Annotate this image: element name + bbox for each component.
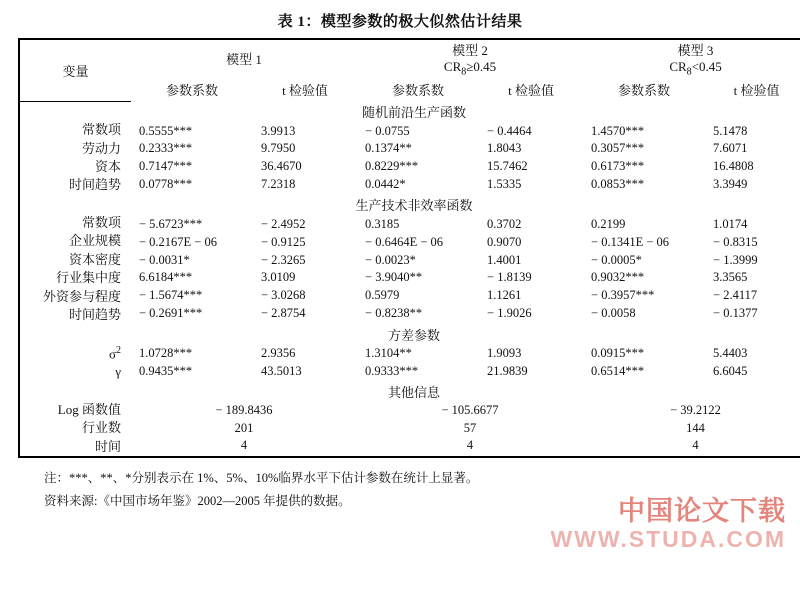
cell-value: 6.6184*** [139,270,193,285]
cell-value: 4 [692,438,699,453]
cell-value: 0.0915*** [591,345,645,360]
cell-value: − 0.2691*** [139,305,203,320]
header-model-3-name: 模型 3 [677,43,714,58]
section-body-other [19,401,800,457]
cell-value: − 0.3957*** [591,288,655,303]
section-3-labels [19,344,131,382]
cell-value: − 189.8436 [215,402,273,417]
cell-value: 5.1478 [713,123,748,138]
section-2-col-coef-1 [131,214,253,325]
header-col-coef-1: 参数系数 [165,83,218,99]
cell-value: 0.2333*** [139,141,193,156]
cell-value: 0.9333*** [365,363,419,378]
cell-value: 0.0442* [365,176,406,191]
cell-value: 57 [463,420,477,435]
header-variable: 变量 [19,39,131,102]
cell-value: − 1.8139 [487,270,532,285]
cell-value: 3.3949 [713,176,748,191]
section-3-col-t-2 [479,344,583,382]
row-label: 行业数 [81,420,121,436]
cell-value: 0.5555*** [139,123,193,138]
cell-value: 0.9070 [487,234,522,249]
cell-value: − 0.6464E − 06 [365,234,444,249]
cell-value: − 2.8754 [261,305,306,320]
header-model-3 [583,39,800,78]
table-title: 表 1：模型参数的极大似然估计结果 [277,14,523,30]
cell-value: − 0.0058 [591,305,636,320]
cell-value: 43.5013 [261,363,302,378]
section-title-3: 方差参数 [388,327,441,343]
row-label: 企业规模 [68,233,121,249]
cell-value: 2.9356 [261,345,296,360]
cell-value: − 0.8315 [713,234,758,249]
cell-value: 0.9435*** [139,363,193,378]
section-2-col-coef-3 [583,214,705,325]
cell-value: − 39.2122 [670,402,721,417]
cell-value: 201 [234,420,254,435]
cell-value: − 2.4952 [261,217,306,232]
section-1-col-coef-2 [357,121,479,195]
row-label: 劳动力 [81,140,121,156]
cell-value: 16.4808 [713,159,754,173]
section-1-col-coef-3 [583,121,705,195]
cell-value: 0.8229*** [365,159,419,173]
cell-value: 0.5979 [365,288,400,303]
cell-value: 5.4403 [713,345,748,360]
cell-value: − 0.4464 [487,123,532,138]
cell-value: − 2.3265 [261,252,306,267]
cell-value: 36.4670 [261,159,302,173]
header-col-t-3: t 检验值 [733,83,780,99]
row-label: 时间 [94,438,121,454]
cell-value: 1.4001 [487,252,522,267]
cell-value: − 1.5674*** [139,288,203,303]
row-label: 行业集中度 [55,270,121,286]
cell-value: 9.7950 [261,141,296,156]
cell-value: 0.1374** [365,141,412,156]
cell-value: 0.3702 [487,217,522,232]
section-body-2 [19,214,800,325]
cell-value: 3.3565 [713,270,748,285]
section-1-col-t-2 [479,121,583,195]
cell-value: 1.0728*** [139,345,193,360]
cell-value: 0.2199 [591,217,626,232]
cell-value: − 0.1341E − 06 [591,234,670,249]
section-1-col-t-3 [705,121,800,195]
section-3-col-coef-3 [583,344,705,382]
section-2-col-t-1 [253,214,357,325]
header-model-1-name: 模型 1 [226,52,262,68]
header-model-1 [131,39,357,78]
cell-value: − 0.0023* [365,252,416,267]
header-model-2-name: 模型 2 [452,43,488,58]
cell-value: − 0.0005* [591,252,642,267]
header-col-coef-2: 参数系数 [392,83,445,99]
section-title-1: 随机前沿生产函数 [362,105,467,121]
row-label-sigma2: $\sigma^2$ [108,344,121,361]
section-title-row-3 [19,325,800,344]
cell-value: 0.6514*** [591,363,645,378]
other-values-model-3 [583,401,800,457]
cell-value: 3.9913 [261,123,296,138]
section-2-labels [19,214,131,325]
section-1-labels [19,121,131,195]
header-col-coef-3: 参数系数 [618,83,671,99]
cell-value: 0.9032*** [591,270,645,285]
cell-value: 1.8043 [487,141,522,156]
row-label: 时间趋势 [68,307,121,323]
cell-value: − 0.2167E − 06 [139,234,217,249]
table-notes [18,467,782,513]
cell-value: − 3.0268 [261,288,306,303]
section-title-row-other [19,382,800,401]
section-3-col-t-3 [705,344,800,382]
cell-value: − 5.6723*** [139,217,203,232]
cell-value: − 3.9040** [365,270,423,285]
cell-value: 0.3057*** [591,141,645,156]
section-2-col-coef-2 [357,214,479,325]
row-label-gamma: γ [115,364,121,380]
cell-value: − 1.3999 [713,252,758,267]
watermark-line-2: WWW.STUDA.COM [550,525,786,552]
cell-value: 1.9093 [487,345,522,360]
cell-value: 21.9839 [487,363,528,378]
cell-value: 3.0109 [261,270,296,285]
cell-value: 144 [686,420,705,435]
note-source: 资料来源:《中国市场年鉴》2002—2005 年提供的数据。 [44,494,351,509]
section-1-col-t-1 [253,121,357,195]
section-title-row-1 [19,102,800,122]
watermark-line-1: 中国论文下载 [618,495,786,526]
section-3-col-coef-1 [131,344,253,382]
cell-value: 7.2318 [261,176,296,191]
cell-value: 1.0174 [713,217,748,232]
cell-value: 0.7147*** [139,159,193,173]
cell-value: 1.4570*** [591,123,645,138]
section-title-row-2 [19,195,800,214]
cell-value: 0.0778*** [139,176,193,191]
section-title-other: 其他信息 [388,384,441,400]
header-model-2 [357,39,583,78]
row-label: 常数项 [81,122,121,138]
other-values-model-1 [131,401,357,457]
cell-value: 6.6045 [713,363,748,378]
row-label: Log 函数值 [57,401,121,417]
cell-value: 4 [240,438,248,453]
cell-value: 4 [466,438,474,453]
note-significance: 注：***、**、*分别表示在 1%、5%、10%临界水平下估计参数在统计上显著。 [44,471,479,486]
other-labels [19,401,131,457]
cell-value: 1.5335 [487,176,522,191]
section-2-col-t-3 [705,214,800,325]
section-body-1 [19,121,800,195]
cell-value: 7.6071 [713,141,748,156]
header-col-t-1: t 检验值 [282,83,328,99]
row-label: 时间趋势 [68,177,121,193]
cell-value: − 1.9026 [487,305,532,320]
cell-value: − 105.6677 [441,402,499,417]
table-header-row-cols [19,78,800,102]
cell-value: − 0.9125 [261,234,306,249]
section-1-col-coef-1 [131,121,253,195]
other-values-model-2 [357,401,583,457]
cell-value: 0.6173*** [591,159,645,173]
header-model-2-sub: $CR_8\ge 0.45$ [443,59,497,78]
cell-value: 15.7462 [487,159,528,173]
cell-value: − 0.0755 [365,123,410,138]
cell-value: − 0.0031* [139,252,190,267]
cell-value: 1.1261 [487,288,522,303]
cell-value: − 2.4117 [713,288,758,303]
cell-value: 0.3185 [365,217,400,232]
section-2-col-t-2 [479,214,583,325]
cell-value: 1.3104** [365,345,412,360]
header-col-t-2: t 检验值 [508,83,554,99]
row-label: 资本密度 [68,251,121,267]
section-3-col-t-1 [253,344,357,382]
section-body-3 [19,344,800,382]
section-3-col-coef-2 [357,344,479,382]
row-label: 资本 [94,159,121,174]
results-table [18,38,800,458]
cell-value: − 0.1377 [713,305,758,320]
section-title-2: 生产技术非效率函数 [355,197,473,213]
cell-value: − 0.8238** [365,305,423,320]
row-label: 外资参与程度 [42,288,121,304]
table-header-row-models [19,39,800,78]
header-model-3-sub: $CR_8<0.45$ [669,59,722,78]
row-label: 常数项 [81,214,121,230]
cell-value: 0.0853*** [591,176,645,191]
